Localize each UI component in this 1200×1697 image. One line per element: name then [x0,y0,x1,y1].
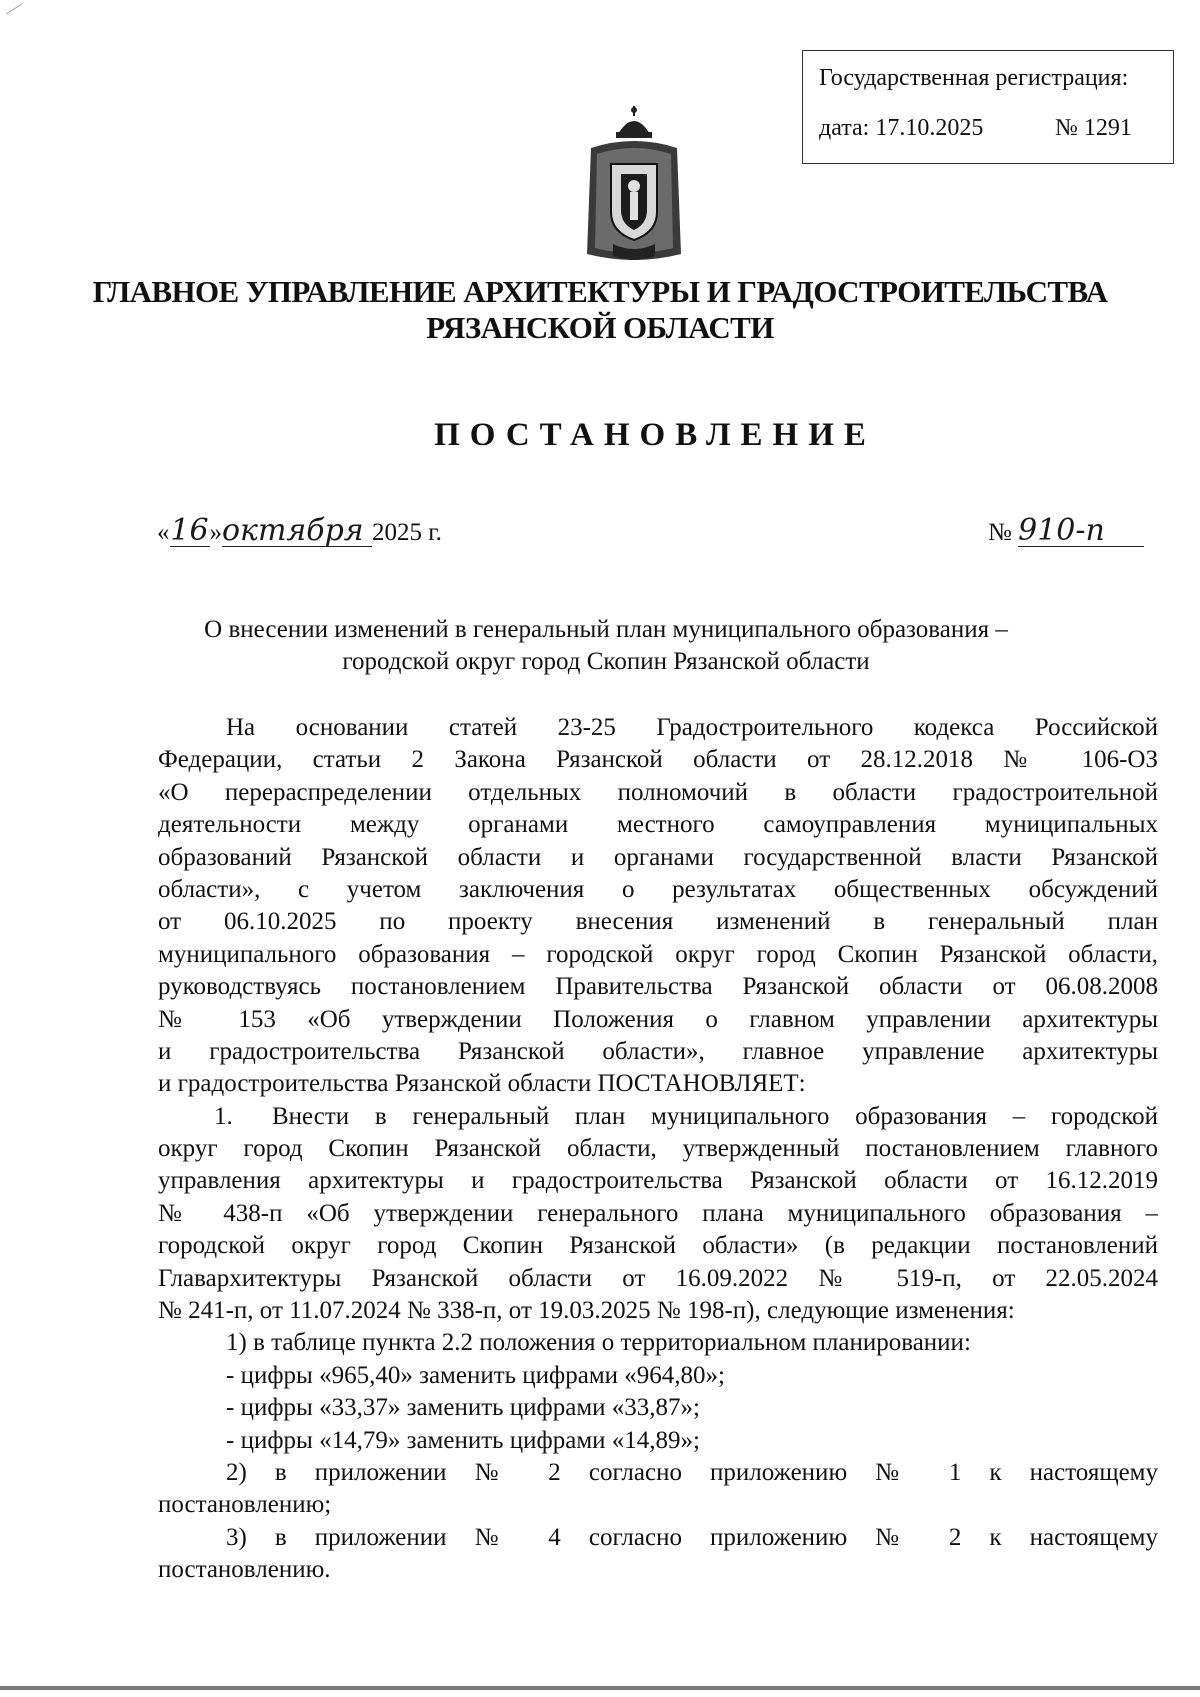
number-value-handwritten: 910-п [1018,516,1144,547]
subject-line: О внесении изменений в генеральный план муниципального образования – [204,616,1008,643]
body-line: Федерации, статьи 2 Закона Рязанской области от 28.12.2018 № 106-ОЗ [158,746,1158,774]
number-prefix: № [988,519,1012,546]
item-1-text: Внести в генеральный план муниципального образования – городской [272,1102,1158,1130]
subject-line: городской округ город Скопин Рязанской области [342,648,870,675]
body-line: Главархитектуры Рязанской области от 16.09.2022 № 519-п, от 22.05.2024 [158,1264,1158,1292]
body-line: деятельности между органами местного самоуправления муниципальных [158,811,1158,839]
decree-date [157,513,442,548]
body-line: «О перераспределении отдельных полномочий в области градостроительной [158,778,1158,806]
document-type-title: ПОСТАНОВЛЕНИЕ [434,417,876,453]
body-line: и градостроительства Рязанской области», главное управление архитектуры [158,1037,1158,1065]
organization-name-line1: ГЛАВНОЕ УПРАВЛЕНИЕ АРХИТЕКТУРЫ И ГРАДОСТРОИТЕЛЬСТВА [92,274,1108,309]
body-line: области», с учетом заключения о результатах общественных обсуждений [158,875,1158,903]
body-line: образований Рязанской области и органами государственной власти Рязанской [158,843,1158,871]
registration-number: № 1291 [1055,115,1132,141]
subitem-3: 3) в приложении № 4 согласно приложению № 2 к настоящему [226,1523,1158,1551]
body-line: от 06.10.2025 по проекту внесения изменений в генеральный план [158,908,1158,936]
body-line: округ город Скопин Рязанской области, утвержденный постановлением главного [158,1135,1158,1163]
decree-subject [0,614,1200,678]
change-line: - цифры «33,37» заменить цифрами «33,87»; [226,1394,700,1422]
body-line: управления архитектуры и градостроительства Рязанской области от 16.12.2019 [158,1167,1158,1195]
scan-mark [4,2,28,18]
subitem-2: 2) в приложении № 2 согласно приложению № 1 к настоящему [226,1458,1158,1486]
decree-body [158,712,1158,1587]
date-close-quote: » [209,519,222,546]
body-line: муниципального образования – городской округ город Скопин Рязанской области, [158,940,1158,968]
date-month-handwritten: октября [222,516,372,547]
registration-title: Государственная регистрация: [819,65,1129,91]
decree-number [988,513,1144,548]
body-line: № 438-п «Об утверждении генерального плана муниципального образования – [158,1199,1158,1227]
date-open-quote: « [157,519,170,546]
page-bottom-rule [0,1686,1200,1690]
body-line: На основании статей 23-25 Градостроительного кодекса Российской [226,714,1158,741]
date-day-handwritten: 16 [170,513,209,548]
body-line: руководствуясь постановлением Правительства Рязанской области от 06.08.2008 [158,973,1158,1001]
body-line: № 153 «Об утверждении Положения о главном управлении архитектуры [158,1005,1158,1033]
body-line: и градостроительства Рязанской области ПОСТАНОВЛЯЕТ: [158,1070,806,1098]
item-1-first-line [158,1101,1158,1133]
subitem-1: 1) в таблице пункта 2.2 положения о территориальном планировании: [226,1329,971,1357]
date-year: 2025 г. [372,519,442,546]
subitem-2-cont: постановлению; [158,1491,332,1519]
change-line: - цифры «965,40» заменить цифрами «964,80»; [226,1361,725,1389]
registration-stamp [802,50,1174,164]
subitem-3-cont: постановлению. [158,1556,331,1584]
body-line: городской округ город Скопин Рязанской области» (в редакции постановлений [158,1232,1158,1260]
registration-date: дата: 17.10.2025 [819,115,984,141]
change-line: - цифры «14,79» заменить цифрами «14,89»; [226,1426,700,1454]
item-1-number: 1. [214,1102,233,1130]
body-line: № 241-п, от 11.07.2024 № 338-п, от 19.03.2025 № 198-п), следующие изменения: [158,1297,1015,1325]
organization-name-line2: РЯЗАНСКОЙ ОБЛАСТИ [426,310,774,345]
coat-of-arms-icon [583,104,685,264]
